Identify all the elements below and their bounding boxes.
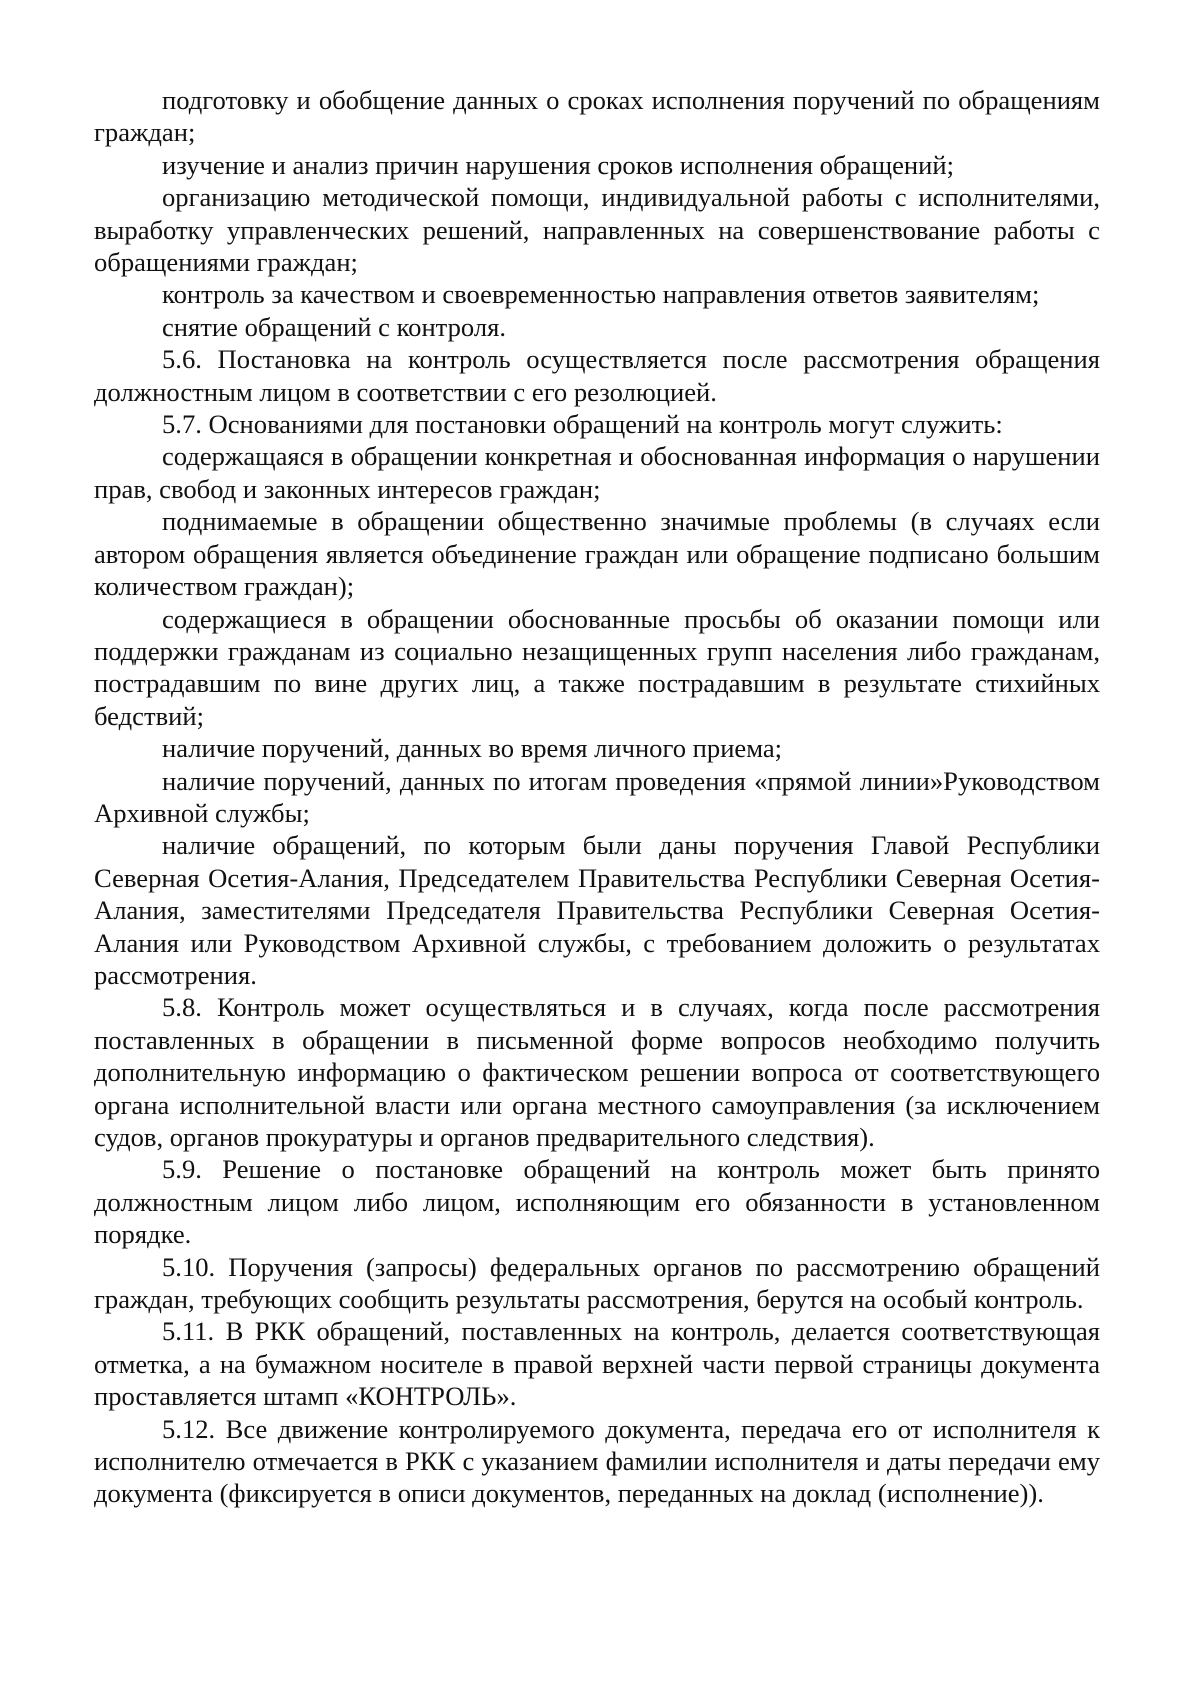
- paragraph-5-10: 5.10. Поручения (запросы) федеральных органов по рассмотрению обращений граждан, требующих сообщить результаты рассмотрения, берутся на особый контроль.: [94, 1251, 1100, 1315]
- paragraph-removal-from-control: снятие обращений с контроля.: [162, 311, 507, 342]
- paragraph-public-problems: поднимаемые в обращении общественно значимые проблемы (в случаях если автором обращения является объединение граждан или обращение подписано большим количеством граждан);: [94, 506, 1100, 602]
- paragraph-5-12: 5.12. Все движение контролируемого документа, передача его от исполнителя к исполнителю отмечается в РКК с указанием фамилии исполнителя и даты передачи ему документа (фиксируется в описи документов, переданных на доклад (исполнение)).: [94, 1413, 1100, 1509]
- paragraph-rights-violation: содержащаяся в обращении конкретная и обоснованная информация о нарушении прав, свобод и законных интересов граждан;: [94, 441, 1100, 504]
- paragraph-quality-control: контроль за качеством и своевременностью направления ответов заявителям;: [162, 279, 1040, 310]
- paragraph-5-11: 5.11. В РКК обращений, поставленных на контроль, делается соответствующая отметка, а на бумажном носителе в правой верхней части первой страницы документа проставляется штамп «КОНТРОЛЬ».: [94, 1316, 1100, 1412]
- paragraph-head-instructions: наличие обращений, по которым были даны поручения Главой Республики Северная Осетия-Алания, Председателем Правительства Республики Северная Осетия-Алания, заместителями Председателя Правительства Республики Северная Осетия-Алания или Руководством Архивной службы, с требованием доложить о результатах рассмотрения.: [94, 830, 1100, 990]
- paragraph-5-9: 5.9. Решение о постановке обращений на контроль может быть принято должностным лицом либо лицом, исполняющим его обязанности в установленном порядке.: [94, 1154, 1100, 1250]
- paragraph-5-6: 5.6. Постановка на контроль осуществляется после рассмотрения обращения должностным лицом в соответствии с его резолюцией.: [94, 344, 1100, 407]
- paragraph-direct-line: наличие поручений, данных по итогам проведения «прямой линии»Руководством Архивной службы;: [94, 765, 1100, 828]
- paragraph-data-preparation: подготовку и обобщение данных о сроках исполнения поручений по обращениям граждан;: [94, 85, 1100, 148]
- paragraph-personal-reception: наличие поручений, данных во время личного приема;: [162, 733, 783, 764]
- paragraph-5-7: 5.7. Основаниями для постановки обращений на контроль могут служить:: [162, 409, 1003, 440]
- paragraph-methodical-help: организацию методической помощи, индивидуальной работы с исполнителями, выработку управленческих решений, направленных на совершенствование работы с обращениями граждан;: [94, 182, 1100, 278]
- paragraph-violation-analysis: изучение и анализ причин нарушения сроков исполнения обращений;: [162, 149, 954, 180]
- document-body: [94, 84, 1100, 1510]
- paragraph-assistance-requests: содержащиеся в обращении обоснованные просьбы об оказании помощи или поддержки гражданам из социально незащищенных групп населения либо гражданам, пострадавшим по вине других лиц, а также пострадавшим в результате стихийных бедствий;: [94, 603, 1100, 731]
- paragraph-5-8: 5.8. Контроль может осуществляться и в случаях, когда после рассмотрения поставленных в обращении в письменной форме вопросов необходимо получить дополнительную информацию о фактическом решении вопроса от соответствующего органа исполнительной власти или органа местного самоуправления (за исключением судов, органов прокуратуры и органов предварительного следствия).: [94, 992, 1100, 1152]
